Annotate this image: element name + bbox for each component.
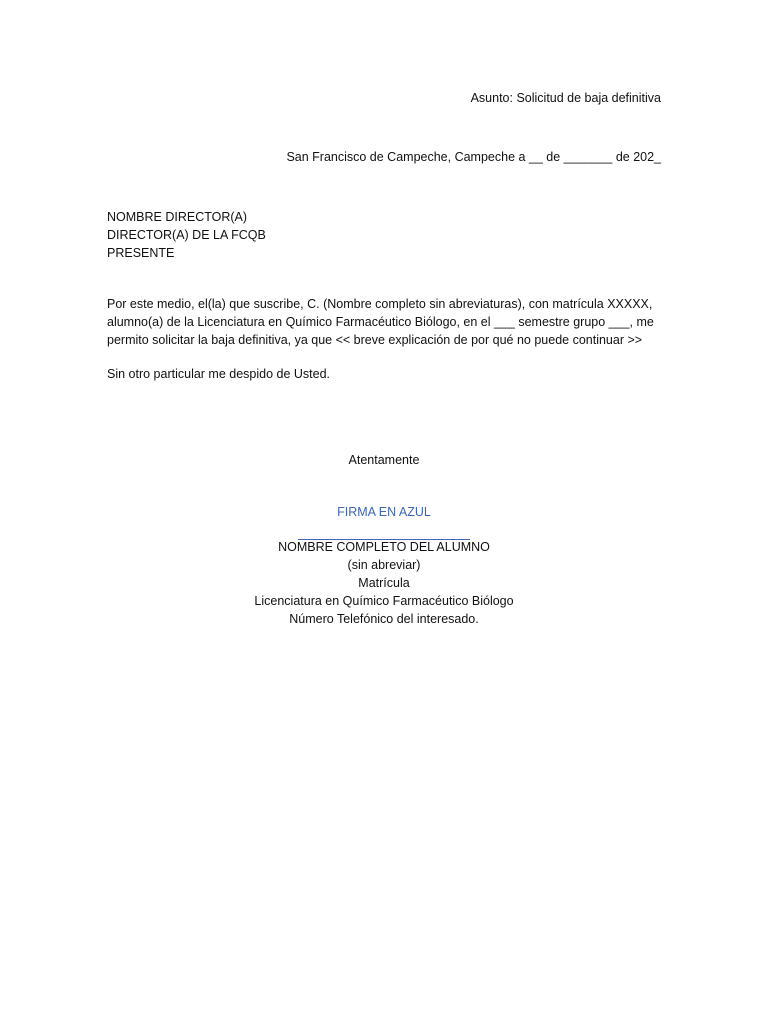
- student-name-note: (sin abreviar): [347, 558, 421, 572]
- body-paragraph: [107, 295, 661, 349]
- student-phone: Número Telefónico del interesado.: [289, 612, 479, 626]
- subject-line: Asunto: Solicitud de baja definitiva: [470, 91, 661, 105]
- student-info-block: [0, 538, 768, 628]
- body-line-1: Por este medio, el(la) que suscribe, C. (Nombre completo sin abreviaturas), con matrícula XXXXX,: [107, 297, 653, 311]
- salutation: [0, 451, 768, 469]
- body-line-2: alumno(a) de la Licenciatura en Químico Farmacéutico Biólogo, en el ___ semestre grupo ___, me: [107, 315, 654, 329]
- body-line-3: permito solicitar la baja definitiva, ya que << breve explicación de por qué no puede continuar >>: [107, 333, 643, 347]
- recipient-block: [107, 208, 661, 262]
- signature-placeholder: FIRMA EN AZUL: [337, 505, 431, 519]
- recipient-presente: PRESENTE: [107, 246, 175, 260]
- place-date-line: San Francisco de Campeche, Campeche a __ de _______ de 202_: [286, 150, 661, 164]
- student-full-name: NOMBRE COMPLETO DEL ALUMNO: [278, 540, 490, 554]
- recipient-title: DIRECTOR(A) DE LA FCQB: [107, 228, 266, 242]
- closing-line: [107, 365, 661, 383]
- recipient-name: NOMBRE DIRECTOR(A): [107, 210, 248, 224]
- salutation-text: Atentamente: [348, 453, 420, 467]
- signature-area: [0, 503, 768, 540]
- closing-text: Sin otro particular me despido de Usted.: [107, 367, 331, 381]
- student-matricula: Matrícula: [358, 576, 410, 590]
- student-program: Licenciatura en Químico Farmacéutico Biólogo: [254, 594, 514, 608]
